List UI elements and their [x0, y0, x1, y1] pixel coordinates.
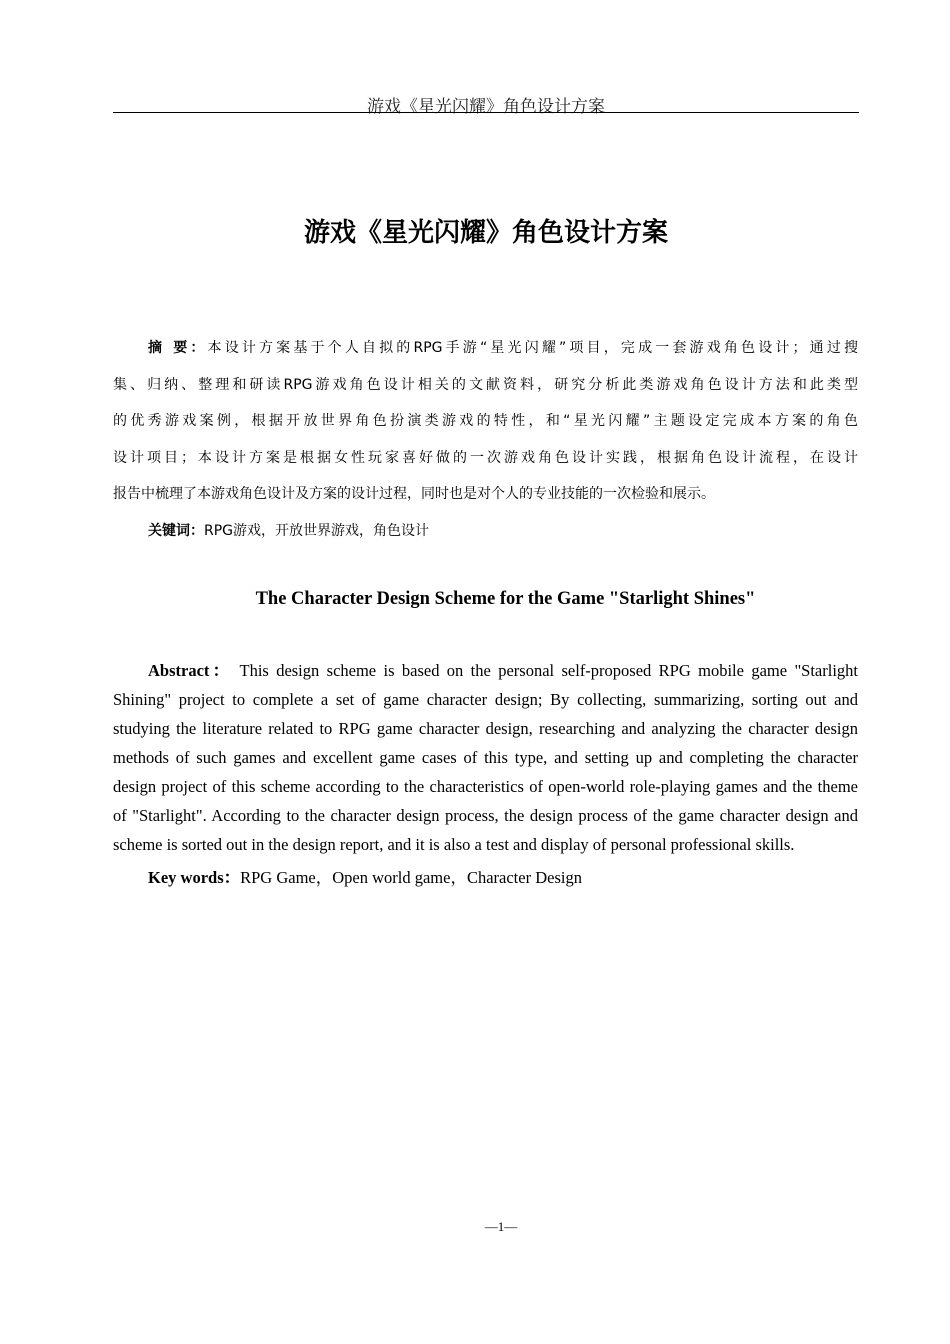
abstract-line: 设计项目；本设计方案是根据女性玩家喜好做的一次游戏角色设计实践，根据角色设计流程，在设计	[113, 449, 858, 466]
abstract-line: of "Starlight". According to the character design process, the design process of the game character design and	[113, 806, 858, 825]
abstract-line: methods of such games and excellent game cases of this type, and setting up and completing the character	[113, 748, 858, 767]
keywords-line	[113, 866, 858, 895]
abstract-text: This design scheme is based on the personal self-proposed RPG mobile game "Starlight	[239, 661, 859, 680]
page-number: —1—	[484, 1219, 518, 1234]
english-title: The Character Design Scheme for the Game "Starlight Shines"	[255, 589, 756, 609]
abstract-label: 摘 要：	[148, 340, 208, 356]
abstract-label: Abstract：	[148, 661, 233, 680]
abstract-line: 集、归纳、整理和研读RPG游戏角色设计相关的文献资料，研究分析此类游戏角色设计方法和此类型	[113, 376, 858, 393]
abstract-line: scheme is sorted out in the design report, and it is also a test and display of personal professional skills.	[113, 835, 795, 854]
document-title: 游戏《星光闪耀》角色设计方案	[303, 218, 668, 248]
abstract-text: 本设计方案基于个人自拟的RPG手游“星光闪耀”项目，完成一套游戏角色设计；通过搜	[207, 340, 859, 356]
abstract-line: 的优秀游戏案例，根据开放世界角色扮演类游戏的特性，和“星光闪耀”主题设定完成本方案的角色	[113, 413, 858, 429]
keywords-label: 关键词：	[148, 522, 204, 539]
abstract-line: 报告中梳理了本游戏角色设计及方案的设计过程，同时也是对个人的专业技能的一次检验和展示。	[113, 486, 715, 502]
abstract-line: Shining" project to complete a set of game character design; By collecting, summarizing, sorting out and	[113, 690, 858, 709]
abstract-line: studying the literature related to RPG game character design, researching and analyzing the character design	[113, 719, 858, 738]
abstract-line	[113, 659, 858, 688]
chinese-abstract	[113, 336, 858, 555]
keywords-label: Key words：	[148, 868, 241, 887]
abstract-line	[113, 336, 858, 373]
keywords-line	[113, 519, 858, 556]
running-header: 游戏《星光闪耀》角色设计方案	[367, 97, 605, 116]
header-divider	[113, 112, 859, 113]
keywords-text: RPG游戏，开放世界游戏，角色设计	[204, 522, 430, 539]
abstract-line: design project of this scheme according to the characteristics of open-world role-playing games and the theme	[113, 777, 858, 796]
english-abstract	[113, 659, 858, 895]
keywords-text: RPG Game，Open world game，Character Design	[240, 868, 582, 887]
